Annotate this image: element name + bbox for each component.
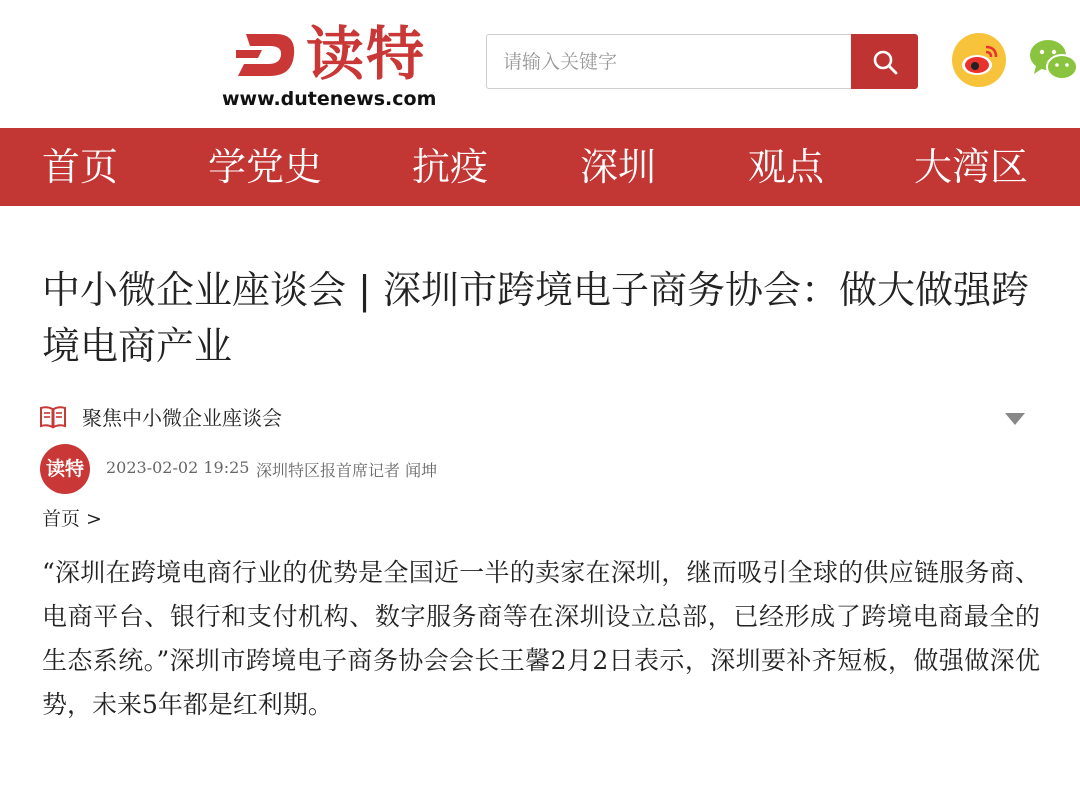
search-input[interactable] <box>486 34 852 89</box>
weibo-icon <box>952 33 1006 87</box>
avatar[interactable]: 读特 <box>40 444 90 494</box>
article-source: 深圳特区报首席记者 闻坤 <box>256 461 438 480</box>
nav-item-party-history[interactable]: 学党史 <box>208 145 323 189</box>
chevron-down-icon[interactable] <box>1004 412 1026 426</box>
search-bar <box>486 34 918 89</box>
nav-item-shenzhen[interactable]: 深圳 <box>580 145 657 189</box>
wechat-icon <box>1026 33 1080 87</box>
topic-label: 聚焦中小微企业座谈会 <box>82 406 282 430</box>
logo-text: 读特 <box>306 20 427 88</box>
search-icon <box>872 49 898 75</box>
breadcrumb[interactable]: 首页 > <box>42 508 102 530</box>
logo-url: www.dutenews.com <box>222 88 437 110</box>
article-title: 中小微企业座谈会 | 深圳市跨境电子商务协会：做大做强跨境电商产业 <box>42 268 1029 368</box>
wechat-share-icon[interactable] <box>1026 33 1080 87</box>
book-icon <box>40 405 66 429</box>
logo-d-mark <box>236 28 298 82</box>
nav-item-home[interactable]: 首页 <box>42 145 119 189</box>
weibo-share-icon[interactable] <box>952 33 1006 87</box>
search-button[interactable] <box>851 34 918 89</box>
publish-time: 2023-02-02 19:25 <box>106 458 250 477</box>
nav-item-opinion[interactable]: 观点 <box>748 145 825 189</box>
nav-item-anti-epidemic[interactable]: 抗疫 <box>412 145 489 189</box>
main-nav <box>0 128 1080 206</box>
site-header <box>0 0 1080 128</box>
site-logo[interactable] <box>222 18 444 110</box>
nav-item-greater-bay-area[interactable]: 大湾区 <box>914 145 1029 189</box>
article-body: “深圳在跨境电商行业的优势是全国近一半的卖家在深圳，继而吸引全球的供应链服务商、电商平台、银行和支付机构、数字服务商等在深圳设立总部，已经形成了跨境电商最全的生态系统。”深圳市跨境电子商务协会会长王馨2月2日表示，深圳要补齐短板，做强做深优势，未来5年都是红利期。 <box>42 558 1040 719</box>
